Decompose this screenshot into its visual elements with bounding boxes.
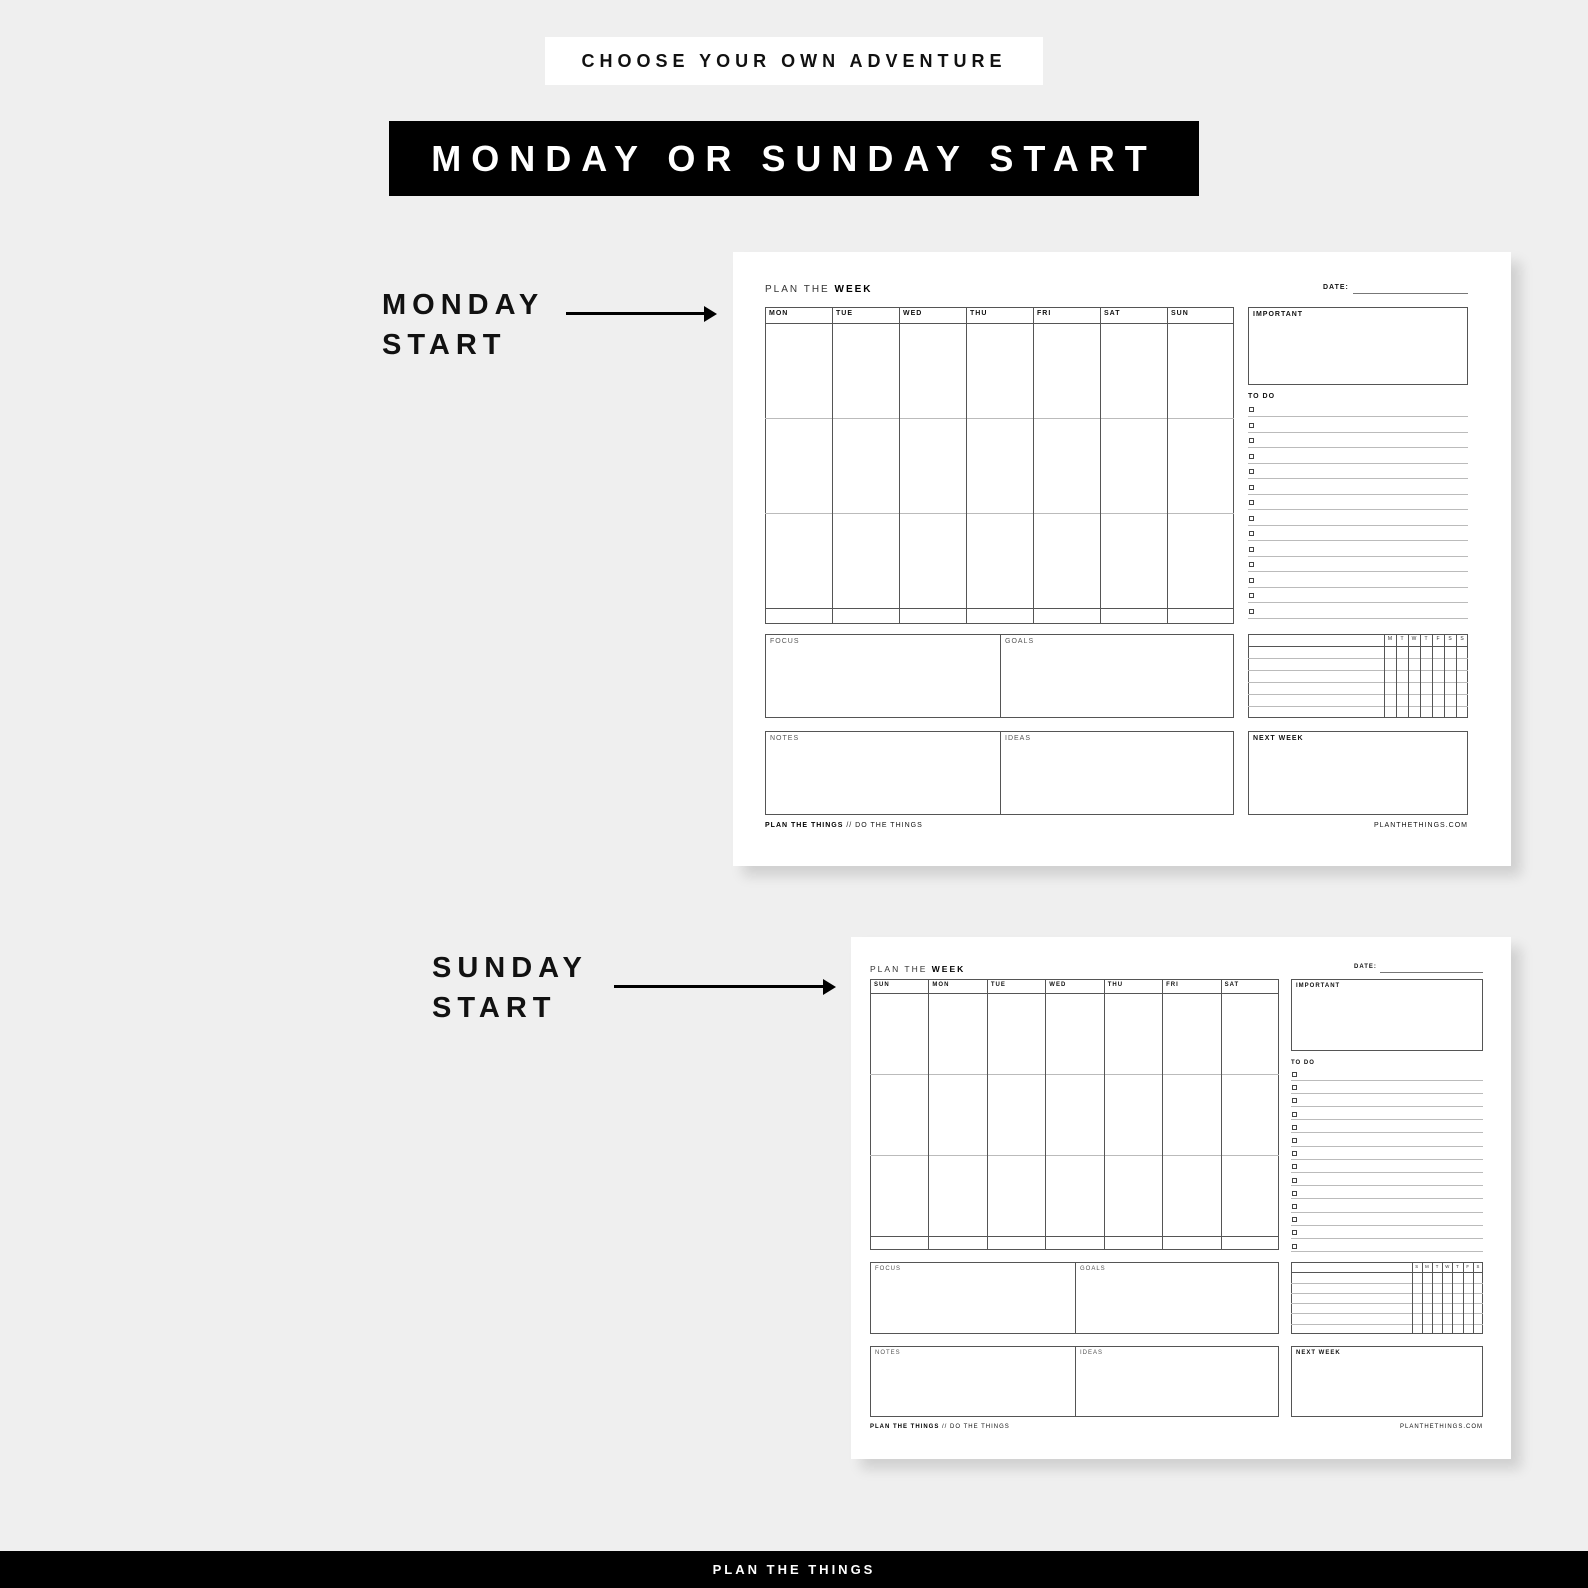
day-header: SUN <box>1171 310 1189 317</box>
day-column-divider <box>987 979 988 1250</box>
notes-ideas-divider <box>1075 1346 1076 1417</box>
habit-row-line <box>1248 670 1468 671</box>
todo-line <box>1291 1132 1483 1133</box>
habit-row-line <box>1291 1313 1483 1314</box>
day-header: FRI <box>1166 982 1179 988</box>
todo-line <box>1248 525 1468 526</box>
todo-checkbox[interactable] <box>1292 1191 1297 1196</box>
habit-row-line <box>1291 1283 1483 1284</box>
important-box[interactable] <box>1291 979 1483 1051</box>
todo-checkbox[interactable] <box>1249 438 1254 443</box>
focus-goals-divider <box>1075 1262 1076 1334</box>
title-prefix: PLAN THE <box>765 284 835 295</box>
day-column-divider <box>899 307 900 624</box>
todo-checkbox[interactable] <box>1292 1204 1297 1209</box>
todo-line <box>1248 587 1468 588</box>
todo-checkbox[interactable] <box>1249 547 1254 552</box>
todo-checkbox[interactable] <box>1249 516 1254 521</box>
date-line[interactable] <box>1380 972 1484 973</box>
todo-checkbox[interactable] <box>1292 1098 1297 1103</box>
todo-checkbox[interactable] <box>1249 469 1254 474</box>
planner-sheet-monday <box>733 252 1511 866</box>
todo-line <box>1248 618 1468 619</box>
ideas-label: IDEAS <box>1005 735 1032 742</box>
grid-footer-divider <box>765 608 1234 609</box>
focus-label: FOCUS <box>875 1266 901 1272</box>
todo-checkbox[interactable] <box>1249 578 1254 583</box>
day-header: TUE <box>990 982 1006 988</box>
label-line: START <box>432 992 557 1024</box>
todo-line <box>1248 463 1468 464</box>
todo-line <box>1248 432 1468 433</box>
footer-bold: PLAN THE THINGS <box>765 822 844 829</box>
day-header: SAT <box>1104 310 1121 317</box>
day-column-divider <box>1104 979 1105 1250</box>
sunday-start-label <box>432 948 588 1028</box>
habit-row-line <box>1291 1303 1483 1304</box>
arrow-right-icon <box>614 979 836 995</box>
grid-row-divider <box>765 418 1234 419</box>
day-header: THU <box>1107 982 1124 988</box>
important-box[interactable] <box>1248 307 1468 385</box>
todo-line <box>1248 494 1468 495</box>
day-header: MON <box>769 310 789 317</box>
todo-line <box>1291 1225 1483 1226</box>
next-week-label: NEXT WEEK <box>1296 1350 1341 1356</box>
habit-row-line <box>1291 1293 1483 1294</box>
todo-line <box>1248 602 1468 603</box>
todo-line <box>1291 1159 1483 1160</box>
title-bold: WEEK <box>931 964 966 974</box>
footer-rest: // DO THE THINGS <box>843 822 923 829</box>
planner-sheet-sunday <box>851 937 1511 1459</box>
todo-line <box>1291 1106 1483 1107</box>
habit-col-line <box>1463 1262 1464 1334</box>
planner-footer <box>765 822 923 829</box>
title-bold: WEEK <box>834 284 873 295</box>
todo-checkbox[interactable] <box>1249 562 1254 567</box>
date-line[interactable] <box>1353 293 1468 294</box>
focus-label: FOCUS <box>770 638 800 645</box>
habit-col-line <box>1452 1262 1453 1334</box>
day-header: SAT <box>1224 982 1240 988</box>
grid-row-divider <box>870 1155 1279 1156</box>
todo-checkbox[interactable] <box>1292 1217 1297 1222</box>
todo-checkbox[interactable] <box>1249 500 1254 505</box>
week-grid <box>870 979 1279 1250</box>
day-header: WED <box>1049 982 1067 988</box>
habit-day-label: F <box>1436 636 1440 642</box>
habit-col-line <box>1412 1262 1413 1334</box>
habit-col-line <box>1456 634 1457 718</box>
notes-ideas-divider <box>1000 731 1001 815</box>
habit-day-label: T <box>1435 1264 1439 1269</box>
grid-row-divider <box>870 1074 1279 1075</box>
day-column-divider <box>1162 979 1163 1250</box>
todo-line <box>1291 1212 1483 1213</box>
notes-label: NOTES <box>875 1350 901 1356</box>
day-column-divider <box>1221 979 1222 1250</box>
page-banner: MONDAY OR SUNDAY START <box>389 121 1199 196</box>
habit-row-line <box>1248 682 1468 683</box>
day-header: FRI <box>1037 310 1052 317</box>
todo-line <box>1291 1185 1483 1186</box>
todo-checkbox[interactable] <box>1292 1072 1297 1077</box>
tagline: CHOOSE YOUR OWN ADVENTURE <box>545 37 1043 85</box>
day-header: MON <box>932 982 950 988</box>
habit-col-line <box>1432 634 1433 718</box>
date-label: DATE: <box>1323 284 1349 291</box>
todo-line <box>1248 556 1468 557</box>
habit-day-label: S <box>1460 636 1464 642</box>
ideas-label: IDEAS <box>1080 1350 1104 1356</box>
day-column-divider <box>1045 979 1046 1250</box>
day-header: THU <box>970 310 988 317</box>
habit-day-label: T <box>1456 1264 1459 1269</box>
arrow-right-icon <box>566 306 717 322</box>
habit-col-line <box>1420 634 1421 718</box>
habit-day-label: W <box>1445 1264 1450 1269</box>
habit-row-line <box>1248 706 1468 707</box>
habit-day-label: F <box>1466 1264 1469 1269</box>
planner-url: PLANTHETHINGS.COM <box>1373 822 1468 829</box>
week-header-divider <box>870 993 1279 994</box>
habit-day-label: M <box>1425 1264 1429 1269</box>
day-header: SUN <box>874 982 890 988</box>
grid-row-divider <box>765 513 1234 514</box>
habit-row-line <box>1248 646 1468 647</box>
grid-footer-divider <box>870 1236 1279 1237</box>
todo-checkbox[interactable] <box>1292 1151 1297 1156</box>
todo-checkbox[interactable] <box>1292 1178 1297 1183</box>
todo-line <box>1291 1146 1483 1147</box>
habit-row-line <box>1248 694 1468 695</box>
date-label: DATE: <box>1354 964 1377 970</box>
todo-checkbox[interactable] <box>1292 1230 1297 1235</box>
label-line: SUNDAY <box>432 952 588 984</box>
habit-day-label: S <box>1415 1264 1419 1269</box>
habit-col-line <box>1384 634 1385 718</box>
todo-checkbox[interactable] <box>1249 593 1254 598</box>
next-week-label: NEXT WEEK <box>1253 735 1304 742</box>
planner-title <box>765 284 873 295</box>
habit-col-line <box>1473 1262 1474 1334</box>
todo-checkbox[interactable] <box>1249 531 1254 536</box>
habit-day-label: W <box>1411 636 1417 642</box>
day-column-divider <box>1033 307 1034 624</box>
todo-line <box>1248 416 1468 417</box>
planner-footer <box>870 1424 1010 1430</box>
planner-url: PLANTHETHINGS.COM <box>1399 1424 1483 1430</box>
habit-day-label: T <box>1400 636 1404 642</box>
todo-line <box>1248 478 1468 479</box>
title-prefix: PLAN THE <box>870 964 932 974</box>
habit-col-line <box>1408 634 1409 718</box>
todo-line <box>1291 1238 1483 1239</box>
day-column-divider <box>928 979 929 1250</box>
footer-bold: PLAN THE THINGS <box>870 1424 940 1430</box>
todo-line <box>1291 1080 1483 1081</box>
todo-line <box>1291 1198 1483 1199</box>
todo-checkbox[interactable] <box>1292 1125 1297 1130</box>
important-label: IMPORTANT <box>1296 983 1341 989</box>
todo-checkbox[interactable] <box>1249 454 1254 459</box>
todo-checkbox[interactable] <box>1292 1244 1297 1249</box>
focus-goals-divider <box>1000 634 1001 718</box>
habit-day-label: S <box>1476 1264 1480 1269</box>
todo-checkbox[interactable] <box>1292 1164 1297 1169</box>
todo-checkbox[interactable] <box>1249 407 1254 412</box>
habit-col-line <box>1396 634 1397 718</box>
habit-day-label: M <box>1387 636 1393 642</box>
todo-line <box>1248 447 1468 448</box>
footer-bar: PLAN THE THINGS <box>0 1551 1588 1588</box>
day-column-divider <box>1167 307 1168 624</box>
todo-line <box>1291 1093 1483 1094</box>
habit-day-label: S <box>1448 636 1452 642</box>
todo-line <box>1248 509 1468 510</box>
habit-row-line <box>1291 1324 1483 1325</box>
day-column-divider <box>966 307 967 624</box>
goals-label: GOALS <box>1005 638 1035 645</box>
todo-label: TO DO <box>1291 1060 1315 1067</box>
todo-checkbox[interactable] <box>1249 609 1254 614</box>
habit-col-line <box>1442 1262 1443 1334</box>
habit-row-line <box>1291 1272 1483 1273</box>
monday-start-label <box>382 285 544 365</box>
goals-label: GOALS <box>1080 1266 1106 1272</box>
planner-title <box>870 964 965 974</box>
day-header: TUE <box>836 310 853 317</box>
habit-col-line <box>1422 1262 1423 1334</box>
todo-line <box>1291 1172 1483 1173</box>
important-label: IMPORTANT <box>1253 311 1304 318</box>
todo-line <box>1291 1119 1483 1120</box>
habit-col-line <box>1432 1262 1433 1334</box>
week-header-divider <box>765 323 1234 324</box>
todo-line <box>1248 540 1468 541</box>
todo-checkbox[interactable] <box>1249 423 1254 428</box>
todo-checkbox[interactable] <box>1292 1085 1297 1090</box>
week-grid <box>765 307 1234 624</box>
day-column-divider <box>1100 307 1101 624</box>
day-column-divider <box>832 307 833 624</box>
todo-checkbox[interactable] <box>1292 1138 1297 1143</box>
todo-line <box>1248 571 1468 572</box>
habit-col-line <box>1444 634 1445 718</box>
habit-row-line <box>1248 658 1468 659</box>
next-week-box[interactable] <box>1291 1346 1483 1417</box>
label-line: MONDAY <box>382 289 545 321</box>
day-header: WED <box>903 310 923 317</box>
todo-checkbox[interactable] <box>1292 1112 1297 1117</box>
label-line: START <box>382 329 507 361</box>
todo-checkbox[interactable] <box>1249 485 1254 490</box>
next-week-box[interactable] <box>1248 731 1468 815</box>
notes-label: NOTES <box>770 735 800 742</box>
footer-rest: // DO THE THINGS <box>939 1424 1010 1430</box>
todo-label: TO DO <box>1248 393 1276 400</box>
habit-day-label: T <box>1424 636 1428 642</box>
todo-line <box>1291 1251 1483 1252</box>
